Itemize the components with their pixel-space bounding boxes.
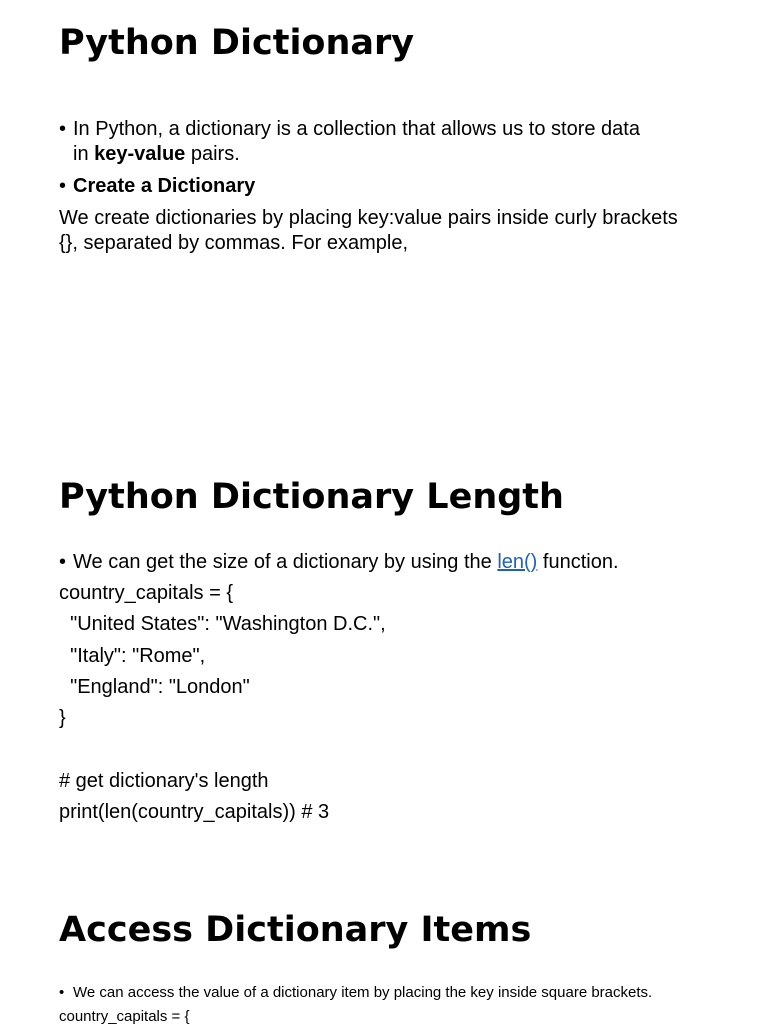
code-line: print(len(country_capitals)) # 3 bbox=[59, 801, 330, 823]
paragraph-create-line2: {}, separated by commas. For example, bbox=[59, 232, 409, 254]
bullet-icon: • bbox=[59, 984, 65, 1001]
bullet-dictionary-definition-cont bbox=[59, 142, 240, 167]
bullet-access-items bbox=[59, 983, 652, 1003]
code-line: "England": "London" bbox=[59, 676, 250, 698]
code-line: "Italy": "Rome", bbox=[59, 645, 206, 667]
code-line: country_capitals = { bbox=[59, 1008, 190, 1025]
bullet-text-line1: In Python, a dictionary is a collection that allows us to store data bbox=[73, 118, 640, 140]
subheading-create-dictionary: Create a Dictionary bbox=[73, 175, 256, 197]
section-title-python-dictionary: Python Dictionary bbox=[59, 23, 415, 63]
code-line: "United States": "Washington D.C.", bbox=[59, 613, 386, 635]
bullet-icon: • bbox=[59, 175, 67, 197]
bullet-create-dictionary bbox=[59, 174, 255, 199]
len-function-link[interactable]: len() bbox=[497, 551, 538, 573]
bullet-icon: • bbox=[59, 551, 67, 573]
code-line: # get dictionary's length bbox=[59, 770, 269, 792]
bullet-len-pre: We can get the size of a dictionary by using the bbox=[73, 551, 498, 573]
bullet-len-post: function. bbox=[537, 551, 619, 573]
bullet-text-line2-post: pairs. bbox=[185, 143, 240, 165]
code-line: } bbox=[59, 707, 66, 729]
bullet-icon: • bbox=[59, 118, 67, 140]
key-value-term: key-value bbox=[94, 143, 186, 165]
section-title-dictionary-length: Python Dictionary Length bbox=[59, 477, 564, 517]
paragraph-create-line1: We create dictionaries by placing key:value pairs inside curly brackets bbox=[59, 207, 678, 229]
section-title-access-items: Access Dictionary Items bbox=[59, 910, 532, 950]
bullet-text-line2-pre: in bbox=[73, 143, 95, 165]
bullet-access-text: We can access the value of a dictionary item by placing the key inside square brackets. bbox=[73, 984, 653, 1001]
bullet-dictionary-definition bbox=[59, 117, 640, 142]
code-line: country_capitals = { bbox=[59, 582, 233, 604]
bullet-len-function bbox=[59, 550, 619, 575]
